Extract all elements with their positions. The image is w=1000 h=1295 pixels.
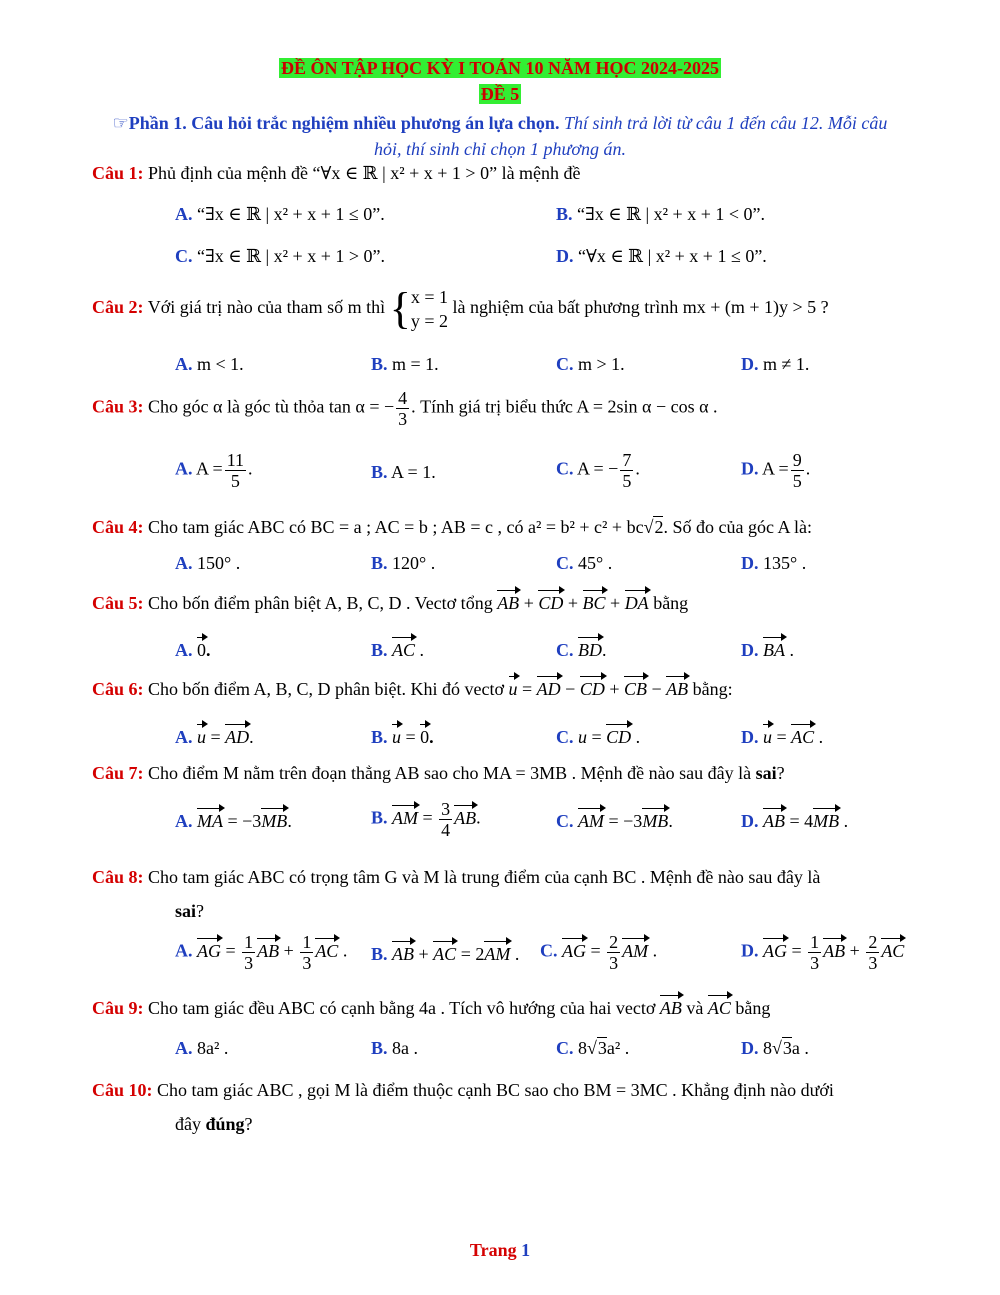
question-10: Câu 10: Cho tam giác ABC , gọi M là điểm thuộc cạnh BC sao cho BM = 3MC . Khẳng định nào dưới đây đúng? <box>92 1080 834 1134</box>
q2-option-a: A. m < 1. <box>175 354 244 374</box>
q9-option-a: A. 8a² . <box>175 1038 229 1058</box>
q3-option-b: B. A = 1. <box>371 462 436 482</box>
question-1: Câu 1: Phủ định của mệnh đề “∀x ∈ ℝ | x² + x + 1 > 0” là mệnh đề <box>92 163 581 183</box>
q7-option-a: A. MA = −3MB. <box>175 811 292 831</box>
q5-option-b: B. AC . <box>371 640 425 660</box>
question-2: Câu 2: Với giá trị nào của tham số m thì {x = 1 y = 2 là nghiệm của bất phương trình mx + (m + 1)y > 5 ? <box>92 284 829 333</box>
q2-option-b: B. m = 1. <box>371 354 439 374</box>
question-9: Câu 9: Cho tam giác đều ABC có cạnh bằng 4a . Tích vô hướng của hai vectơ AB và AC bằng <box>92 998 771 1018</box>
equation-system: x = 1 y = 2 <box>410 287 448 331</box>
q1-option-a: A. “∃x ∈ ℝ | x² + x + 1 ≤ 0”. <box>175 204 385 224</box>
question-3: Câu 3: Cho góc α là góc tù thỏa tan α = − $\frac{4}{3}$ . Tính giá trị biểu thức A = 2sin α − cos α . <box>92 388 718 429</box>
q3-option-d: D. A = $\frac{9}{5}$ . <box>741 450 811 491</box>
q8-option-c: C. AG = $\frac{2}{3}$ AM . <box>540 932 658 973</box>
exam-code: ĐỀ 5 <box>480 84 520 104</box>
q1-option-d: D. “∀x ∈ ℝ | x² + x + 1 ≤ 0”. <box>556 246 767 266</box>
q9-option-c: C. 8√3a² . <box>556 1038 630 1058</box>
q5-option-a: A. 0. <box>175 640 211 660</box>
q5-option-d: D. BA . <box>741 640 794 660</box>
question-4: Câu 4: Cho tam giác ABC có BC = a ; AC = b ; AB = c , có a² = b² + c² + bc√2. Số đo của góc A là: <box>92 517 812 537</box>
q2-option-c: C. m > 1. <box>556 354 625 374</box>
q6-option-b: B. u = 0. <box>371 727 434 747</box>
q8-option-d: D. AG = $\frac{1}{3}$ AB + $\frac{2}{3}$ AC <box>741 932 905 973</box>
q6-option-c: C. u = CD . <box>556 727 641 747</box>
question-6: Câu 6: Cho bốn điểm A, B, C, D phân biệt. Khi đó vectơ u = AD − CD + CB − AB bằng: <box>92 679 733 699</box>
q4-option-a: A. 150° . <box>175 553 241 573</box>
q8-option-b: B. AB + AC = 2AM . <box>371 944 520 964</box>
q6-option-a: A. u = AD. <box>175 727 254 747</box>
question-7: Câu 7: Cho điểm M nằm trên đoạn thẳng AB sao cho MA = 3MB . Mệnh đề nào sau đây là sai? <box>92 763 785 783</box>
q2-option-d: D. m ≠ 1. <box>741 354 810 374</box>
q9-option-b: B. 8a . <box>371 1038 419 1058</box>
q4-option-c: C. 45° . <box>556 553 613 573</box>
q4-option-b: B. 120° . <box>371 553 436 573</box>
q9-option-d: D. 8√3a . <box>741 1038 809 1058</box>
q1-option-b: B. “∃x ∈ ℝ | x² + x + 1 < 0”. <box>556 204 765 224</box>
q7-option-b: B. AM = $\frac{3}{4}$ AB. <box>371 799 481 840</box>
q7-option-d: D. AB = 4MB . <box>741 811 849 831</box>
q4-option-d: D. 135° . <box>741 553 807 573</box>
question-8: Câu 8: Cho tam giác ABC có trọng tâm G và M là trung điểm của cạnh BC . Mệnh đề nào sau đây là sai? <box>92 867 821 921</box>
q5-option-c: C. BD. <box>556 640 607 660</box>
question-5: Câu 5: Cho bốn điểm phân biệt A, B, C, D . Vectơ tổng AB + CD + BC + DA bằng <box>92 593 689 613</box>
section-instruction: ☞Phần 1. Câu hỏi trắc nghiệm nhiều phương án lựa chọn. Thí sinh trả lời từ câu 1 đến câu 12. Mỗi câu hỏi, thí sinh chỉ chọn 1 phương án. <box>112 113 888 159</box>
q3-option-c: C. A = − $\frac{7}{5}$ . <box>556 450 640 491</box>
q8-option-a: A. AG = $\frac{1}{3}$ AB + $\frac{1}{3}$ AC . <box>175 932 348 973</box>
q6-option-d: D. u = AC . <box>741 727 824 747</box>
q7-option-c: C. AM = −3MB. <box>556 811 673 831</box>
hand-pointer-icon: ☞ <box>112 113 129 133</box>
q3-option-a: A. A = $\frac{11}{5}$ . <box>175 450 253 491</box>
exam-title: ĐỀ ÔN TẬP HỌC KỲ I TOÁN 10 NĂM HỌC 2024-2025 <box>280 58 720 78</box>
q1-option-c: C. “∃x ∈ ℝ | x² + x + 1 > 0”. <box>175 246 385 266</box>
page-footer: Trang 1 <box>469 1240 531 1260</box>
